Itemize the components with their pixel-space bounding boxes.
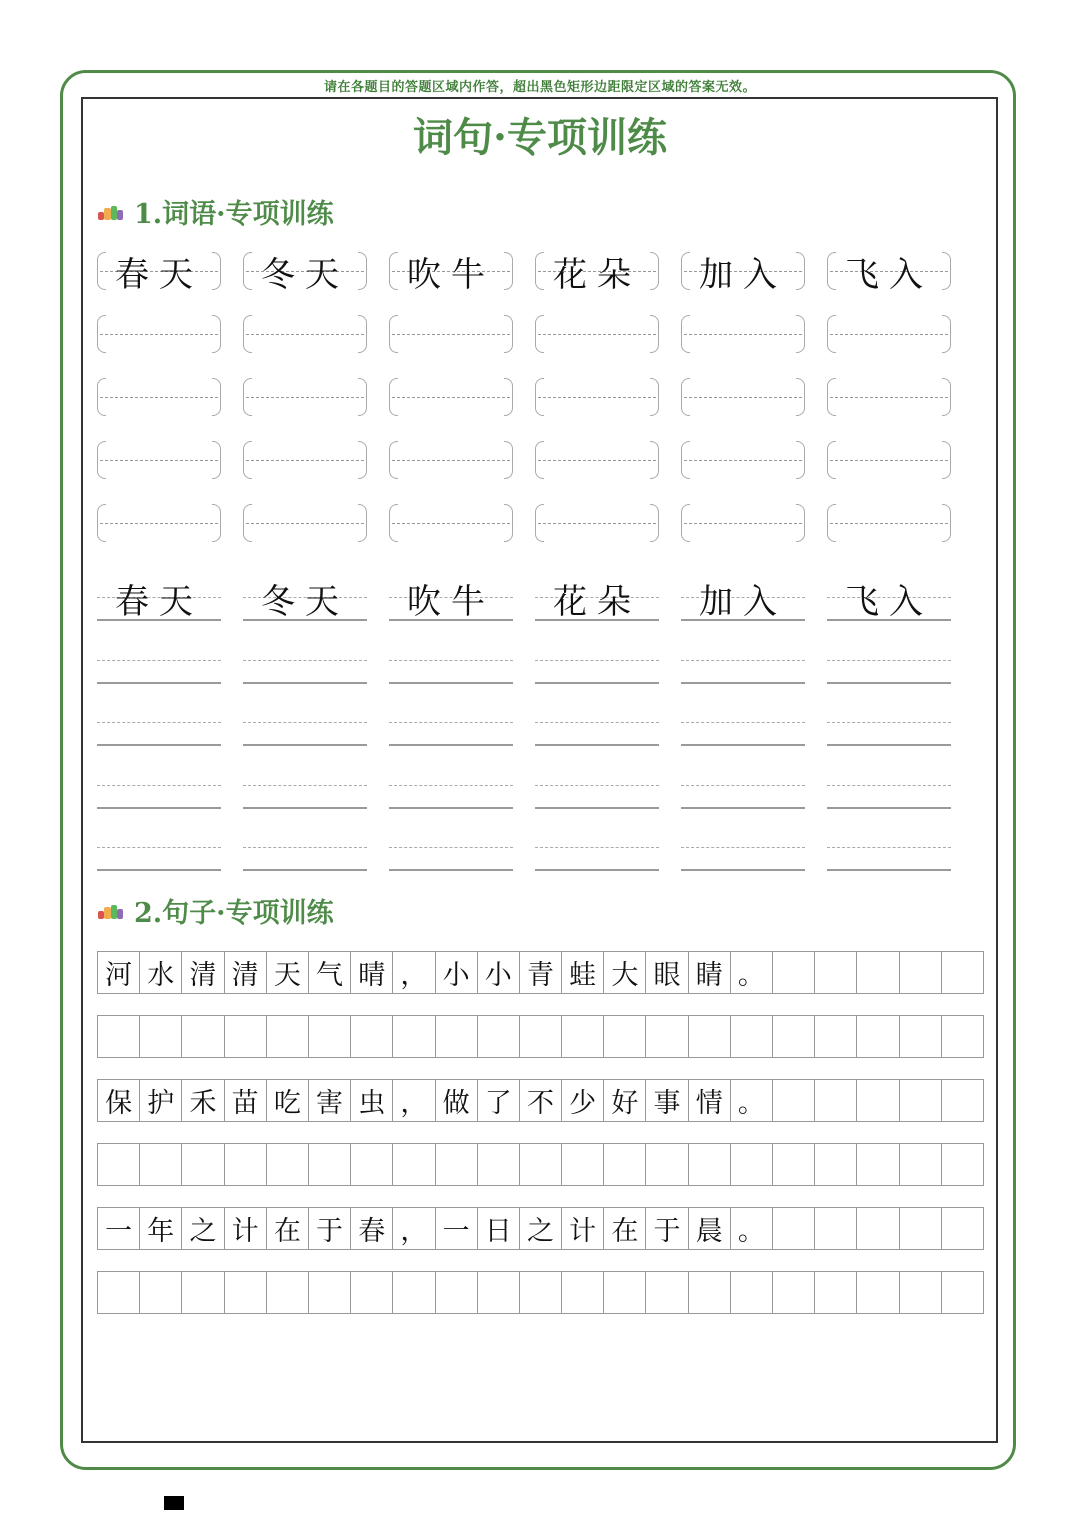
bracket-box[interactable] xyxy=(97,374,221,420)
grid-cell: 虫 xyxy=(351,1080,393,1122)
word-text: 吹牛 xyxy=(407,254,495,295)
guide-line xyxy=(100,523,218,524)
blank-grid-cell[interactable] xyxy=(351,1144,393,1186)
grid-cell: 春 xyxy=(351,1208,393,1250)
blank-grid-cell[interactable] xyxy=(98,1272,140,1314)
blank-grid-cell[interactable] xyxy=(182,1144,224,1186)
word-text: 春天 xyxy=(115,254,203,295)
bracket-box[interactable] xyxy=(97,311,221,357)
blank-grid-cell[interactable] xyxy=(182,1016,224,1058)
writing-line[interactable] xyxy=(681,763,805,809)
bracket-box[interactable] xyxy=(389,311,513,357)
word-text: 飞入 xyxy=(845,581,933,622)
word-text: 花朵 xyxy=(553,254,641,295)
blank-grid-cell[interactable] xyxy=(436,1016,478,1058)
word-text: 吹牛 xyxy=(407,581,495,622)
blank-grid-cell[interactable] xyxy=(562,1272,604,1314)
blank-grid-cell[interactable] xyxy=(815,1272,857,1314)
dashed-guide xyxy=(681,785,805,786)
base-line xyxy=(243,744,367,746)
writing-line[interactable] xyxy=(243,825,367,871)
writing-line[interactable] xyxy=(827,763,951,809)
grid-cell: 清 xyxy=(225,952,267,994)
guide-line xyxy=(246,523,364,524)
word-text: 冬天 xyxy=(261,581,349,622)
blank-grid-cell[interactable] xyxy=(773,1272,815,1314)
bracket-box xyxy=(681,248,805,294)
blank-grid-cell[interactable] xyxy=(773,1016,815,1058)
grid-cell: 苗 xyxy=(225,1080,267,1122)
blank-grid-cell[interactable] xyxy=(857,1144,899,1186)
word-text: 加入 xyxy=(699,581,787,622)
bracket-box[interactable] xyxy=(97,500,221,546)
blank-grid-cell[interactable] xyxy=(309,1016,351,1058)
guide-line xyxy=(538,460,656,461)
base-line xyxy=(97,869,221,871)
writing-line[interactable] xyxy=(97,825,221,871)
base-line xyxy=(681,682,805,684)
grid-cell[interactable] xyxy=(857,952,899,994)
grid-cell: 清 xyxy=(182,952,224,994)
writing-line xyxy=(681,575,805,621)
base-line xyxy=(535,682,659,684)
base-line xyxy=(97,807,221,809)
blank-grid-cell[interactable] xyxy=(562,1016,604,1058)
writing-line[interactable] xyxy=(681,638,805,684)
blank-grid-cell[interactable] xyxy=(140,1144,182,1186)
lined-word-row xyxy=(97,575,951,621)
dashed-guide xyxy=(97,785,221,786)
writing-line[interactable] xyxy=(535,763,659,809)
base-line xyxy=(389,869,513,871)
writing-line xyxy=(243,575,367,621)
blank-grid-cell[interactable] xyxy=(520,1016,562,1058)
blank-grid-cell[interactable] xyxy=(604,1144,646,1186)
blank-grid-cell[interactable] xyxy=(815,1144,857,1186)
base-line xyxy=(389,807,513,809)
grid-cell[interactable] xyxy=(857,1208,899,1250)
lined-blank-row xyxy=(97,825,951,871)
word-text: 加入 xyxy=(699,254,787,295)
writing-line xyxy=(827,575,951,621)
blank-grid-cell[interactable] xyxy=(267,1016,309,1058)
writing-line[interactable] xyxy=(535,638,659,684)
writing-line[interactable] xyxy=(681,700,805,746)
grid-cell: 之 xyxy=(520,1208,562,1250)
blank-grid-cell[interactable] xyxy=(393,1016,435,1058)
guide-line xyxy=(684,397,802,398)
page-marker xyxy=(164,1496,184,1510)
bracket-box xyxy=(389,248,513,294)
guide-line xyxy=(100,460,218,461)
grid-cell: 在 xyxy=(604,1208,646,1250)
dashed-guide xyxy=(535,847,659,848)
blank-grid-cell[interactable] xyxy=(942,1144,984,1186)
guide-line xyxy=(830,460,948,461)
blank-grid-cell[interactable] xyxy=(436,1144,478,1186)
guide-line xyxy=(392,397,510,398)
dashed-guide xyxy=(389,722,513,723)
writing-line[interactable] xyxy=(389,700,513,746)
guide-line xyxy=(538,397,656,398)
grid-cell: 计 xyxy=(225,1208,267,1250)
guide-line xyxy=(246,460,364,461)
base-line xyxy=(535,869,659,871)
dashed-guide xyxy=(243,722,367,723)
bracket-box[interactable] xyxy=(681,437,805,483)
grid-cell: 不 xyxy=(520,1080,562,1122)
books-icon xyxy=(98,903,128,919)
bracket-box[interactable] xyxy=(389,437,513,483)
base-line xyxy=(389,744,513,746)
bracket-box[interactable] xyxy=(827,311,951,357)
blank-grid-cell[interactable] xyxy=(646,1272,688,1314)
dashed-guide xyxy=(681,722,805,723)
blank-grid-cell[interactable] xyxy=(478,1144,520,1186)
grid-cell[interactable] xyxy=(942,1208,984,1250)
blank-grid-row xyxy=(97,1143,984,1186)
base-line xyxy=(681,807,805,809)
bracket-box[interactable] xyxy=(389,374,513,420)
blank-grid-cell[interactable] xyxy=(393,1272,435,1314)
guide-line xyxy=(684,460,802,461)
base-line xyxy=(681,869,805,871)
bracket-box xyxy=(243,248,367,294)
writing-line[interactable] xyxy=(97,638,221,684)
section2-title: 2.句子·专项训练 xyxy=(134,898,334,929)
grid-cell[interactable] xyxy=(773,952,815,994)
bracket-blank-row xyxy=(97,374,951,420)
bracket-box xyxy=(535,248,659,294)
guide-line xyxy=(684,523,802,524)
blank-grid-cell[interactable] xyxy=(604,1016,646,1058)
writing-line xyxy=(535,575,659,621)
grid-cell: 了 xyxy=(478,1080,520,1122)
writing-line[interactable] xyxy=(827,638,951,684)
guide-line xyxy=(830,523,948,524)
grid-cell: ， xyxy=(393,952,435,994)
dashed-guide xyxy=(535,660,659,661)
dashed-guide xyxy=(827,660,951,661)
blank-grid-cell[interactable] xyxy=(562,1144,604,1186)
blank-grid-cell[interactable] xyxy=(857,1272,899,1314)
section1-title: 1.词语·专项训练 xyxy=(134,199,334,230)
grid-cell: 睛 xyxy=(689,952,731,994)
writing-line[interactable] xyxy=(97,700,221,746)
grid-cell: 护 xyxy=(140,1080,182,1122)
grid-cell: ， xyxy=(393,1080,435,1122)
base-line xyxy=(97,744,221,746)
bracket-box[interactable] xyxy=(535,437,659,483)
writing-line[interactable] xyxy=(389,825,513,871)
grid-cell: 大 xyxy=(604,952,646,994)
base-line xyxy=(827,807,951,809)
guide-line xyxy=(538,523,656,524)
blank-grid-cell[interactable] xyxy=(731,1016,773,1058)
bracket-box[interactable] xyxy=(243,374,367,420)
blank-grid-cell[interactable] xyxy=(942,1016,984,1058)
blank-grid-cell[interactable] xyxy=(478,1016,520,1058)
guide-line xyxy=(392,334,510,335)
grid-cell: 于 xyxy=(646,1208,688,1250)
section1-heading xyxy=(98,192,334,231)
writing-line[interactable] xyxy=(535,700,659,746)
dashed-guide xyxy=(681,847,805,848)
page-title: 词句·专项训练 xyxy=(413,114,667,161)
bracket-box[interactable] xyxy=(389,500,513,546)
answer-area-notice: 请在各题目的答题区域内作答，超出黑色矩形边距限定区域的答案无效。 xyxy=(323,80,756,95)
grid-cell: 于 xyxy=(309,1208,351,1250)
blank-grid-cell[interactable] xyxy=(900,1144,942,1186)
bracket-box[interactable] xyxy=(681,374,805,420)
grid-cell[interactable] xyxy=(900,1080,942,1122)
writing-line[interactable] xyxy=(535,825,659,871)
blank-grid-cell[interactable] xyxy=(900,1016,942,1058)
blank-grid-cell[interactable] xyxy=(182,1272,224,1314)
grid-cell: 青 xyxy=(520,952,562,994)
grid-cell: 。 xyxy=(731,952,773,994)
blank-grid-cell[interactable] xyxy=(393,1144,435,1186)
word-text: 飞入 xyxy=(845,254,933,295)
bracket-box[interactable] xyxy=(243,437,367,483)
blank-grid-cell[interactable] xyxy=(689,1016,731,1058)
grid-cell: 水 xyxy=(140,952,182,994)
sentence-grid-row xyxy=(97,1079,984,1122)
dashed-guide xyxy=(243,785,367,786)
grid-cell: 小 xyxy=(436,952,478,994)
blank-grid-cell[interactable] xyxy=(225,1272,267,1314)
bracket-blank-row xyxy=(97,311,951,357)
grid-cell: 河 xyxy=(98,952,140,994)
blank-grid-cell[interactable] xyxy=(351,1272,393,1314)
word-text: 花朵 xyxy=(553,581,641,622)
grid-cell[interactable] xyxy=(815,952,857,994)
sentence-grid-row xyxy=(97,1207,984,1250)
grid-cell: 小 xyxy=(478,952,520,994)
blank-grid-cell[interactable] xyxy=(942,1272,984,1314)
bracket-box[interactable] xyxy=(535,374,659,420)
dashed-guide xyxy=(681,660,805,661)
dashed-guide xyxy=(535,722,659,723)
grid-cell: 眼 xyxy=(646,952,688,994)
word-text: 冬天 xyxy=(261,254,349,295)
blank-grid-cell[interactable] xyxy=(900,1272,942,1314)
base-line xyxy=(535,744,659,746)
grid-cell: 害 xyxy=(309,1080,351,1122)
dashed-guide xyxy=(389,847,513,848)
blank-grid-row xyxy=(97,1015,984,1058)
lined-blank-row xyxy=(97,700,951,746)
lined-blank-row xyxy=(97,763,951,809)
sentence-grid-row xyxy=(97,951,984,994)
guide-line xyxy=(684,334,802,335)
grid-cell[interactable] xyxy=(900,1208,942,1250)
bracket-word-row xyxy=(97,248,951,294)
blank-grid-cell[interactable] xyxy=(689,1144,731,1186)
grid-cell: 晨 xyxy=(689,1208,731,1250)
writing-line[interactable] xyxy=(243,700,367,746)
base-line xyxy=(827,869,951,871)
bracket-box[interactable] xyxy=(535,311,659,357)
blank-grid-cell[interactable] xyxy=(646,1016,688,1058)
blank-grid-cell[interactable] xyxy=(436,1272,478,1314)
base-line xyxy=(243,807,367,809)
blank-grid-cell[interactable] xyxy=(604,1272,646,1314)
blank-grid-cell[interactable] xyxy=(267,1272,309,1314)
grid-cell: 少 xyxy=(562,1080,604,1122)
dashed-guide xyxy=(97,847,221,848)
writing-line[interactable] xyxy=(389,763,513,809)
blank-grid-row xyxy=(97,1271,984,1314)
base-line xyxy=(827,682,951,684)
guide-line xyxy=(538,334,656,335)
guide-line xyxy=(246,397,364,398)
base-line xyxy=(243,682,367,684)
blank-grid-cell[interactable] xyxy=(857,1016,899,1058)
guide-line xyxy=(100,334,218,335)
grid-cell: 情 xyxy=(689,1080,731,1122)
dashed-guide xyxy=(535,785,659,786)
grid-cell[interactable] xyxy=(773,1080,815,1122)
blank-grid-cell[interactable] xyxy=(478,1272,520,1314)
bracket-box xyxy=(827,248,951,294)
bracket-box[interactable] xyxy=(535,500,659,546)
blank-grid-cell[interactable] xyxy=(140,1272,182,1314)
blank-grid-cell[interactable] xyxy=(98,1016,140,1058)
grid-cell: 之 xyxy=(182,1208,224,1250)
grid-cell[interactable] xyxy=(942,1080,984,1122)
bracket-box[interactable] xyxy=(681,311,805,357)
dashed-guide xyxy=(827,722,951,723)
base-line xyxy=(389,682,513,684)
grid-cell: 保 xyxy=(98,1080,140,1122)
blank-grid-cell[interactable] xyxy=(646,1144,688,1186)
blank-grid-cell[interactable] xyxy=(309,1144,351,1186)
grid-cell: 计 xyxy=(562,1208,604,1250)
blank-grid-cell[interactable] xyxy=(773,1144,815,1186)
grid-cell: 日 xyxy=(478,1208,520,1250)
writing-line[interactable] xyxy=(243,638,367,684)
grid-cell: 气 xyxy=(309,952,351,994)
writing-line[interactable] xyxy=(389,638,513,684)
word-text: 春天 xyxy=(115,581,203,622)
bracket-blank-row xyxy=(97,500,951,546)
blank-grid-cell[interactable] xyxy=(731,1272,773,1314)
lined-blank-row xyxy=(97,638,951,684)
dashed-guide xyxy=(97,660,221,661)
guide-line xyxy=(830,334,948,335)
grid-cell: ， xyxy=(393,1208,435,1250)
base-line xyxy=(97,682,221,684)
blank-grid-cell[interactable] xyxy=(520,1144,562,1186)
bracket-box[interactable] xyxy=(681,500,805,546)
guide-line xyxy=(392,460,510,461)
guide-line xyxy=(830,397,948,398)
dashed-guide xyxy=(827,785,951,786)
grid-cell: 吃 xyxy=(267,1080,309,1122)
grid-cell: 年 xyxy=(140,1208,182,1250)
writing-line xyxy=(389,575,513,621)
writing-line[interactable] xyxy=(681,825,805,871)
bracket-box[interactable] xyxy=(827,500,951,546)
grid-cell: 天 xyxy=(267,952,309,994)
guide-line xyxy=(392,523,510,524)
dashed-guide xyxy=(243,847,367,848)
blank-grid-cell[interactable] xyxy=(225,1016,267,1058)
grid-cell: 蛙 xyxy=(562,952,604,994)
grid-cell: 禾 xyxy=(182,1080,224,1122)
grid-cell: 事 xyxy=(646,1080,688,1122)
bracket-box[interactable] xyxy=(827,437,951,483)
writing-line[interactable] xyxy=(827,700,951,746)
bracket-box[interactable] xyxy=(243,311,367,357)
blank-grid-cell[interactable] xyxy=(98,1144,140,1186)
grid-cell: 。 xyxy=(731,1208,773,1250)
blank-grid-cell[interactable] xyxy=(689,1272,731,1314)
blank-grid-cell[interactable] xyxy=(815,1016,857,1058)
grid-cell: 在 xyxy=(267,1208,309,1250)
blank-grid-cell[interactable] xyxy=(309,1272,351,1314)
base-line xyxy=(827,744,951,746)
grid-cell[interactable] xyxy=(942,952,984,994)
dashed-guide xyxy=(389,660,513,661)
writing-line xyxy=(97,575,221,621)
writing-line[interactable] xyxy=(97,763,221,809)
bracket-box[interactable] xyxy=(827,374,951,420)
grid-cell[interactable] xyxy=(815,1080,857,1122)
dashed-guide xyxy=(243,660,367,661)
writing-line[interactable] xyxy=(243,763,367,809)
blank-grid-cell[interactable] xyxy=(140,1016,182,1058)
grid-cell: 好 xyxy=(604,1080,646,1122)
writing-line[interactable] xyxy=(827,825,951,871)
section2-heading xyxy=(98,891,334,930)
bracket-box[interactable] xyxy=(97,437,221,483)
dashed-guide xyxy=(97,722,221,723)
blank-grid-cell[interactable] xyxy=(351,1016,393,1058)
dashed-guide xyxy=(827,847,951,848)
guide-line xyxy=(100,397,218,398)
bracket-box xyxy=(97,248,221,294)
blank-grid-cell[interactable] xyxy=(267,1144,309,1186)
grid-cell: 一 xyxy=(436,1208,478,1250)
grid-cell[interactable] xyxy=(773,1208,815,1250)
blank-grid-cell[interactable] xyxy=(225,1144,267,1186)
base-line xyxy=(535,807,659,809)
grid-cell[interactable] xyxy=(900,952,942,994)
grid-cell: 。 xyxy=(731,1080,773,1122)
guide-line xyxy=(246,334,364,335)
grid-cell[interactable] xyxy=(857,1080,899,1122)
base-line xyxy=(681,744,805,746)
blank-grid-cell[interactable] xyxy=(520,1272,562,1314)
base-line xyxy=(243,869,367,871)
grid-cell: 做 xyxy=(436,1080,478,1122)
bracket-box[interactable] xyxy=(243,500,367,546)
grid-cell[interactable] xyxy=(815,1208,857,1250)
blank-grid-cell[interactable] xyxy=(731,1144,773,1186)
grid-cell: 晴 xyxy=(351,952,393,994)
bracket-blank-row xyxy=(97,437,951,483)
dashed-guide xyxy=(389,785,513,786)
grid-cell: 一 xyxy=(98,1208,140,1250)
books-icon xyxy=(98,204,128,220)
